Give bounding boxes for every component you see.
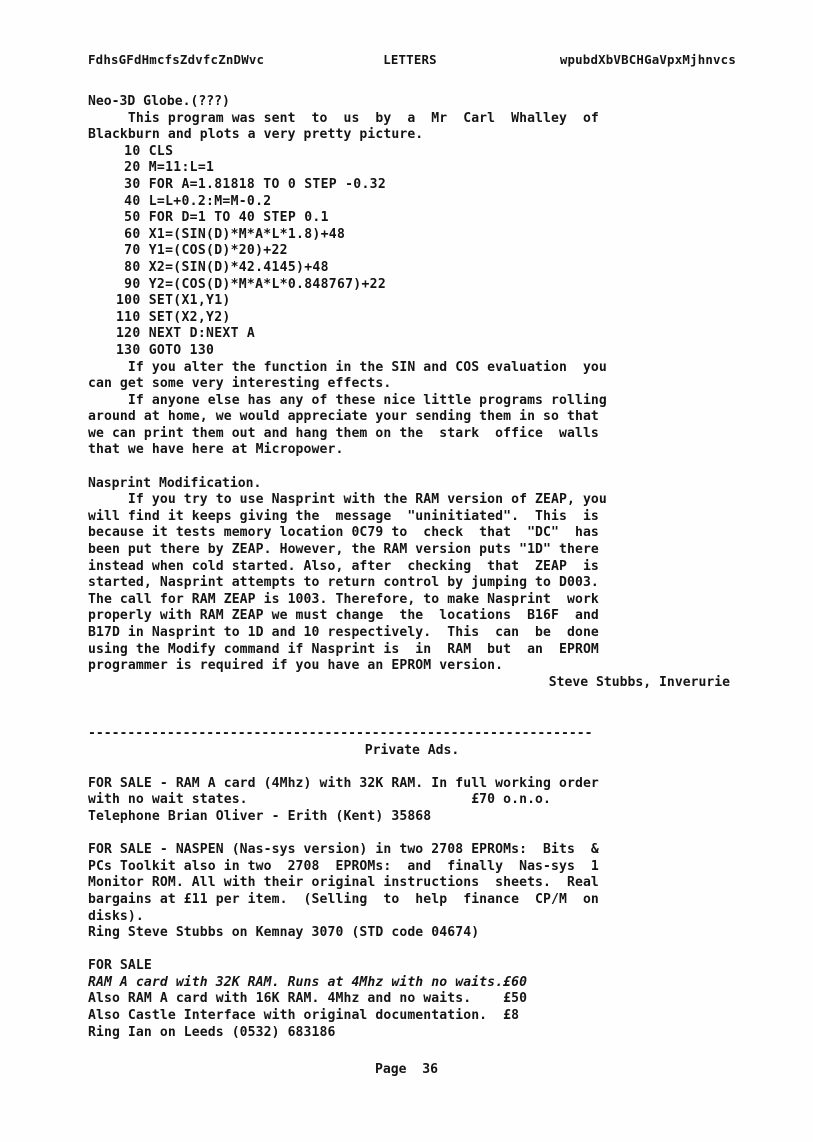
text-line: that we have here at Micropower. [88,442,344,458]
globe-intro-paragraph [88,111,736,144]
text-line: because it tests memory location 0C79 to check that "DC" has [88,525,599,541]
text-line: with no wait states. £70 o.n.o. [88,792,552,808]
page-content [88,52,736,1041]
ad-ram-a-card-leeds [88,958,736,1041]
code-line: 40 L=L+0.2:M=M-0.2 [116,193,272,209]
article-heading-nasprint: Nasprint Modification. [88,475,262,491]
basic-program-listing [88,144,736,360]
text-line: PCs Toolkit also in two 2708 EPROMs: and finally Nas-sys 1 [88,858,599,874]
article-nasprint-modification [88,476,736,692]
text-line: around at home, we would appreciate your sending them in so that [88,409,599,425]
text-line: This program was sent to us by a Mr Carl Whalley of [88,110,599,126]
code-line: 120 NEXT D:NEXT A [116,326,256,342]
running-head-right: wpubdXbVBCHGaVpxMjhnvcs [559,52,736,67]
code-line: 100 SET(X1,Y1) [116,293,231,309]
text-line: will find it keeps giving the message "uninitiated". This is [88,508,599,524]
code-line: 90 Y2=(COS(D)*M*A*L*0.848767)+22 [116,276,387,292]
text-line: Ring Steve Stubbs on Kemnay 3070 (STD code 04674) [88,925,480,941]
text-line: we can print them out and hang them on the stark office walls [88,425,599,441]
spacer [88,759,736,776]
text-line: Monitor ROM. All with their original instructions sheets. Real [88,875,599,891]
running-head [88,52,736,67]
running-head-center: LETTERS [383,52,437,67]
code-line: 20 M=11:L=1 [116,160,215,176]
globe-effects-paragraph [88,360,736,393]
ad-ram-a-card-erith [88,776,736,826]
code-line: 50 FOR D=1 TO 40 STEP 0.1 [116,210,329,226]
spacer [88,709,736,726]
spacer [88,826,736,843]
text-line: been put there by ZEAP. However, the RAM version puts "1D" there [88,542,599,558]
spacer [88,691,736,709]
text-line: using the Modify command if Nasprint is in RAM but an EPROM [88,641,599,657]
text-line: Ring Ian on Leeds (0532) 683186 [88,1024,336,1040]
text-line: B17D in Nasprint to 1D and 10 respectively. This can be done [88,625,599,640]
code-line: 70 Y1=(COS(D)*20)+22 [116,243,288,259]
code-line: 110 SET(X2,Y2) [116,309,231,325]
letter-signature: Steve Stubbs, Inverurie [548,674,730,690]
text-line: The call for RAM ZEAP is 1003. Therefore, to make Nasprint work [88,591,599,607]
page-footer: Page 36 [374,1062,439,1077]
text-line: instead when cold started. Also, after checking that ZEAP is [88,558,599,574]
article-neo-3d-globe [88,94,736,459]
globe-invite-paragraph [88,393,736,459]
code-line: 60 X1=(SIN(D)*M*A*L*1.8)+48 [116,226,346,242]
article-heading-globe: Neo-3D Globe.(???) [88,94,230,109]
text-line: If you alter the function in the SIN and COS evaluation you [88,359,607,375]
text-line: Telephone Brian Oliver - Erith (Kent) 35868 [88,808,432,824]
text-line: If you try to use Nasprint with the RAM version of ZEAP, you [88,492,607,508]
section-private-ads [88,726,736,1041]
text-line: programmer is required if you have an EPROM version. [88,658,504,674]
code-line: 80 X2=(SIN(D)*42.4145)+48 [116,259,329,275]
text-line: FOR SALE - RAM A card (4Mhz) with 32K RAM. In full working order [88,775,599,791]
spacer [88,942,736,959]
text-line: Also RAM A card with 16K RAM. 4Mhz and no waits. £50 [88,991,528,1007]
code-line: 130 GOTO 130 [116,342,215,358]
text-line: If anyone else has any of these nice little programs rolling [88,392,607,408]
code-line: 30 FOR A=1.81818 TO 0 STEP -0.32 [116,176,387,192]
text-line: Blackburn and plots a very pretty picture. [88,127,424,143]
text-line: Also Castle Interface with original documentation. £8 [88,1008,520,1024]
text-line: disks). [88,908,144,924]
nasprint-body [88,492,736,675]
section-divider: ---------------------------------------------------------------- [88,725,593,741]
running-head-left: FdhsGFdHmcfsZdvfcZnDWvc [88,52,265,67]
text-line: properly with RAM ZEAP we must change the locations B16F and [88,608,599,624]
private-ads-title: Private Ads. [364,742,460,758]
ad-heading: FOR SALE [88,958,152,974]
text-line: bargains at £11 per item. (Selling to help finance CP/M on [88,891,599,907]
ad-italic-line: RAM A card with 32K RAM. Runs at 4Mhz with no waits.£60 [88,974,528,990]
text-line: FOR SALE - NASPEN (Nas-sys version) in two 2708 EPROMs: Bits & [88,842,599,858]
text-line: can get some very interesting effects. [88,376,392,392]
ad-naspen-eproms [88,842,736,942]
text-line: started, Nasprint attempts to return control by jumping to D003. [88,575,599,591]
code-line: 10 CLS [116,143,174,159]
spacer [88,459,736,476]
